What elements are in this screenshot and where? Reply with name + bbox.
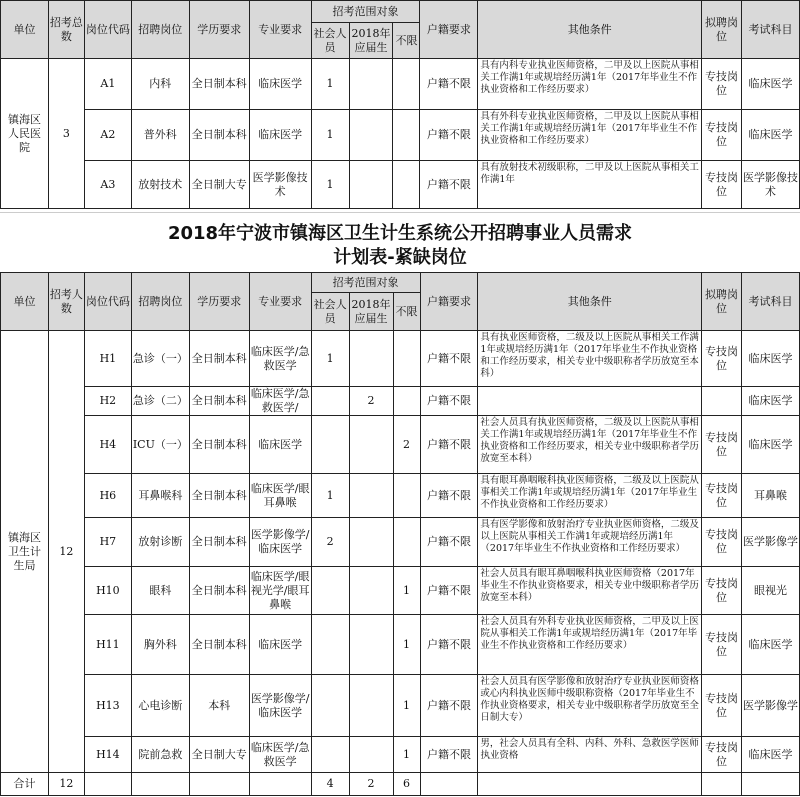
header-scope: 招考范围对象 (311, 273, 420, 293)
hukou-cell: 户籍不限 (420, 474, 478, 518)
condition-cell: 社会人员具有外科专业执业医师资格，二甲及以上医院从事相关工作满1年或规培经历满1年（2017年毕业生不作执业资格和工作经历要求） (478, 615, 702, 675)
unlimited-cell (393, 474, 420, 518)
sum-social-cell: 4 (311, 773, 349, 796)
unit-cell: 镇海区人民医院 (1, 59, 49, 209)
code-cell: H11 (84, 615, 131, 675)
major-cell: 临床医学 (249, 110, 311, 161)
header-total: 招考总数 (48, 1, 84, 59)
subject-cell: 临床医学 (742, 737, 800, 773)
hukou-cell: 户籍不限 (420, 675, 478, 737)
code-cell: H4 (84, 416, 131, 474)
code-cell: A2 (84, 110, 131, 161)
table-row (1, 387, 800, 416)
grad-cell (349, 615, 393, 675)
edu-cell: 全日制本科 (189, 416, 249, 474)
proposed-cell: 专技岗位 (702, 416, 742, 474)
edu-cell: 全日制本科 (189, 59, 249, 110)
hukou-cell: 户籍不限 (420, 110, 478, 161)
table-row (1, 567, 800, 615)
header-unlimited: 不限 (393, 23, 420, 59)
grad-cell (349, 416, 393, 474)
header-other: 其他条件 (478, 273, 702, 331)
subject-cell: 临床医学 (742, 387, 800, 416)
post-cell: 眼科 (131, 567, 189, 615)
title-line-1: 2018年宁波市镇海区卫生计生系统公开招聘事业人员需求 (167, 223, 633, 244)
edu-cell: 全日制大专 (189, 161, 249, 209)
hospital-recruitment-table (0, 0, 800, 209)
grad-cell (349, 737, 393, 773)
total-cell: 3 (48, 59, 84, 209)
header-grad: 2018年应届生 (349, 23, 393, 59)
major-cell: 临床医学 (249, 416, 311, 474)
table-row (1, 615, 800, 675)
condition-cell: 具有执业医师资格，二级及以上医院从事相关工作满1年或规培经历满1年（2017年毕业生不作执业资格和工作经历要求，相关专业中级职称者学历放宽至本科） (478, 331, 702, 387)
code-cell: H1 (84, 331, 131, 387)
subject-cell: 临床医学 (741, 59, 799, 110)
condition-cell (478, 387, 702, 416)
header-code: 岗位代码 (84, 273, 131, 331)
hukou-cell: 户籍不限 (420, 387, 478, 416)
proposed-cell: 专技岗位 (702, 110, 742, 161)
social-cell (311, 416, 349, 474)
code-cell: H13 (84, 675, 131, 737)
table-row (1, 416, 800, 474)
header-edu: 学历要求 (189, 273, 249, 331)
hukou-cell: 户籍不限 (420, 737, 478, 773)
header-other: 其他条件 (478, 1, 702, 59)
post-cell: 内科 (131, 59, 189, 110)
post-cell: 院前急救 (131, 737, 189, 773)
social-cell (311, 675, 349, 737)
table-row (1, 161, 800, 209)
header-edu: 学历要求 (189, 1, 249, 59)
code-cell: H7 (84, 518, 131, 567)
unlimited-cell: 1 (393, 567, 420, 615)
major-cell: 临床医学/眼耳鼻喉 (249, 474, 311, 518)
condition-cell: 社会人员具有执业医师资格，二级及以上医院从事相关工作满1年或规培经历满1年（2017年毕业生不作执业资格和工作经历要求，相关专业中级职称者学历放宽至本科） (478, 416, 702, 474)
grad-cell (349, 518, 393, 567)
code-cell: A3 (84, 161, 131, 209)
total-cell: 12 (48, 331, 84, 773)
major-cell: 临床医学/急救医学/ (250, 387, 310, 414)
table-row (1, 518, 800, 567)
hukou-cell: 户籍不限 (420, 59, 478, 110)
social-cell (311, 737, 349, 773)
sum-total-cell: 12 (48, 773, 84, 796)
sum-grad-cell: 2 (349, 773, 393, 796)
header-code: 岗位代码 (84, 1, 131, 59)
post-cell: 心电诊断 (131, 675, 189, 737)
subject-cell: 医学影像学 (742, 675, 800, 737)
social-cell: 1 (311, 59, 349, 110)
subject-cell: 临床医学 (741, 110, 799, 161)
subject-cell: 医学影像技术 (741, 161, 799, 209)
header-major: 专业要求 (249, 1, 311, 59)
unit-cell: 镇海区卫生计生局 (1, 331, 49, 773)
header-major: 专业要求 (249, 273, 311, 331)
edu-cell: 全日制本科 (189, 387, 249, 416)
unlimited-cell (393, 110, 420, 161)
major-cell: 医学影像技术 (249, 161, 311, 209)
table-row (1, 675, 800, 737)
header-post: 招聘岗位 (131, 1, 189, 59)
condition-cell: 具有医学影像和放射治疗专业执业医师资格，二级及以上医院从事相关工作满1年或规培经历满1年（2017年毕业生不作执业资格和工作经历要求） (478, 518, 702, 567)
post-cell: 放射诊断 (131, 518, 189, 567)
grad-cell (349, 567, 393, 615)
header-proposed: 拟聘岗位 (702, 1, 742, 59)
major-cell: 临床医学 (249, 615, 311, 675)
edu-cell: 全日制本科 (189, 110, 249, 161)
condition-cell: 具有内科专业执业医师资格，二甲及以上医院从事相关工作满1年或规培经历满1年（2017年毕业生不作执业资格和工作经历要求） (478, 59, 702, 110)
section-divider (0, 212, 800, 219)
hukou-cell: 户籍不限 (420, 161, 478, 209)
unlimited-cell (393, 518, 420, 567)
post-cell: 耳鼻喉科 (131, 474, 189, 518)
social-cell: 1 (311, 474, 349, 518)
proposed-cell: 专技岗位 (702, 615, 742, 675)
hukou-cell: 户籍不限 (420, 416, 478, 474)
header-scope: 招考范围对象 (311, 1, 420, 23)
unlimited-cell: 1 (393, 615, 420, 675)
proposed-cell: 专技岗位 (702, 331, 742, 387)
edu-cell: 全日制本科 (189, 331, 249, 387)
grad-cell (349, 675, 393, 737)
sum-label-cell: 合计 (1, 773, 49, 796)
major-cell: 临床医学/急救医学 (249, 331, 311, 387)
unlimited-cell: 1 (393, 737, 420, 773)
subject-cell: 临床医学 (742, 331, 800, 387)
header-social: 社会人员 (311, 293, 349, 331)
code-cell: H10 (84, 567, 131, 615)
header-hukou: 户籍要求 (420, 1, 478, 59)
proposed-cell: 专技岗位 (702, 59, 742, 110)
social-cell (311, 387, 349, 416)
major-cell: 临床医学 (249, 59, 311, 110)
code-cell: H2 (84, 387, 131, 416)
table-row (1, 474, 800, 518)
unlimited-cell (393, 59, 420, 110)
header-hukou: 户籍要求 (420, 273, 478, 331)
major-cell: 临床医学/急救医学 (249, 737, 311, 773)
major-cell: 临床医学/眼视光学/眼耳鼻喉 (249, 567, 311, 615)
hukou-cell: 户籍不限 (420, 518, 478, 567)
edu-cell: 全日制本科 (189, 567, 249, 615)
social-cell: 1 (311, 110, 349, 161)
header-proposed: 拟聘岗位 (702, 273, 742, 331)
edu-cell: 全日制本科 (189, 518, 249, 567)
post-cell: 急诊（一） (131, 331, 189, 387)
social-cell: 2 (311, 518, 349, 567)
sum-unlimited-cell: 6 (393, 773, 420, 796)
major-cell: 医学影像学/临床医学 (249, 518, 311, 567)
condition-cell: 具有眼耳鼻咽喉科执业医师资格，二级及以上医院从事相关工作满1年或规培经历满1年（2017年毕业生不作执业资格和工作经历要求） (478, 474, 702, 518)
header-subject: 考试科目 (742, 273, 800, 331)
subject-cell: 眼视光 (742, 567, 800, 615)
table-row (1, 110, 800, 161)
hukou-cell: 户籍不限 (420, 615, 478, 675)
table-row (1, 737, 800, 773)
header-unit: 单位 (1, 1, 49, 59)
edu-cell: 全日制本科 (189, 474, 249, 518)
proposed-cell: 专技岗位 (702, 675, 742, 737)
grad-cell (349, 161, 393, 209)
grad-cell (349, 331, 393, 387)
grad-cell (349, 110, 393, 161)
header-total: 招考人数 (48, 273, 84, 331)
header-unlimited: 不限 (393, 293, 420, 331)
title-line-2: 计划表-紧缺岗位 (333, 247, 467, 268)
hukou-cell: 户籍不限 (420, 331, 478, 387)
header-subject: 考试科目 (741, 1, 799, 59)
page-title (0, 222, 800, 270)
unlimited-cell: 1 (393, 675, 420, 737)
proposed-cell: 专技岗位 (702, 474, 742, 518)
post-cell: 急诊（二） (131, 387, 189, 416)
subject-cell: 临床医学 (742, 615, 800, 675)
post-cell: 胸外科 (131, 615, 189, 675)
unlimited-cell: 2 (393, 416, 420, 474)
major-cell: 医学影像学/临床医学 (249, 675, 311, 737)
subject-cell: 医学影像学 (742, 518, 800, 567)
code-cell: H14 (84, 737, 131, 773)
table-row (1, 59, 800, 110)
social-cell: 1 (311, 331, 349, 387)
condition-cell: 社会人员具有眼耳鼻咽喉科执业医师资格（2017年毕业生不作执业资格要求，相关专业中级职称者学历放宽至本科） (478, 567, 702, 615)
hukou-cell: 户籍不限 (420, 567, 478, 615)
grad-cell: 2 (349, 387, 393, 416)
grad-cell (349, 474, 393, 518)
proposed-cell: 专技岗位 (702, 161, 742, 209)
condition-cell: 具有放射技术初级职称，二甲及以上医院从事相关工作满1年 (478, 161, 702, 209)
proposed-cell: 专技岗位 (702, 567, 742, 615)
condition-cell: 具有外科专业执业医师资格，二甲及以上医院从事相关工作满1年或规培经历满1年（2017年毕业生不作执业资格和工作经历要求） (478, 110, 702, 161)
social-cell (311, 615, 349, 675)
total-row (1, 773, 800, 796)
grad-cell (349, 59, 393, 110)
unlimited-cell (393, 331, 420, 387)
subject-cell: 临床医学 (742, 416, 800, 474)
header-post: 招聘岗位 (131, 273, 189, 331)
proposed-cell: 专技岗位 (702, 737, 742, 773)
subject-cell: 耳鼻喉 (742, 474, 800, 518)
proposed-cell (702, 387, 742, 416)
condition-cell: 社会人员具有医学影像和放射治疗专业执业医师资格或心内科执业医师中级职称资格（2017年毕业生不作执业资格要求，相关专业中级职称者学历放宽至全日制大专） (478, 675, 702, 737)
condition-cell: 男，社会人员具有全科、内科、外科、急救医学医师执业资格 (478, 737, 702, 773)
shortage-post-table (0, 272, 800, 796)
code-cell: A1 (84, 59, 131, 110)
unlimited-cell (393, 387, 420, 416)
header-unit: 单位 (1, 273, 49, 331)
social-cell (311, 567, 349, 615)
edu-cell: 本科 (189, 675, 249, 737)
unlimited-cell (393, 161, 420, 209)
proposed-cell: 专技岗位 (702, 518, 742, 567)
code-cell: H6 (84, 474, 131, 518)
social-cell: 1 (311, 161, 349, 209)
table-row (1, 331, 800, 387)
post-cell: 放射技术 (131, 161, 189, 209)
post-cell: 普外科 (131, 110, 189, 161)
edu-cell: 全日制大专 (189, 737, 249, 773)
edu-cell: 全日制本科 (189, 615, 249, 675)
post-cell: ICU（一） (131, 416, 189, 474)
header-grad: 2018年应届生 (349, 293, 393, 331)
header-social: 社会人员 (311, 23, 349, 59)
